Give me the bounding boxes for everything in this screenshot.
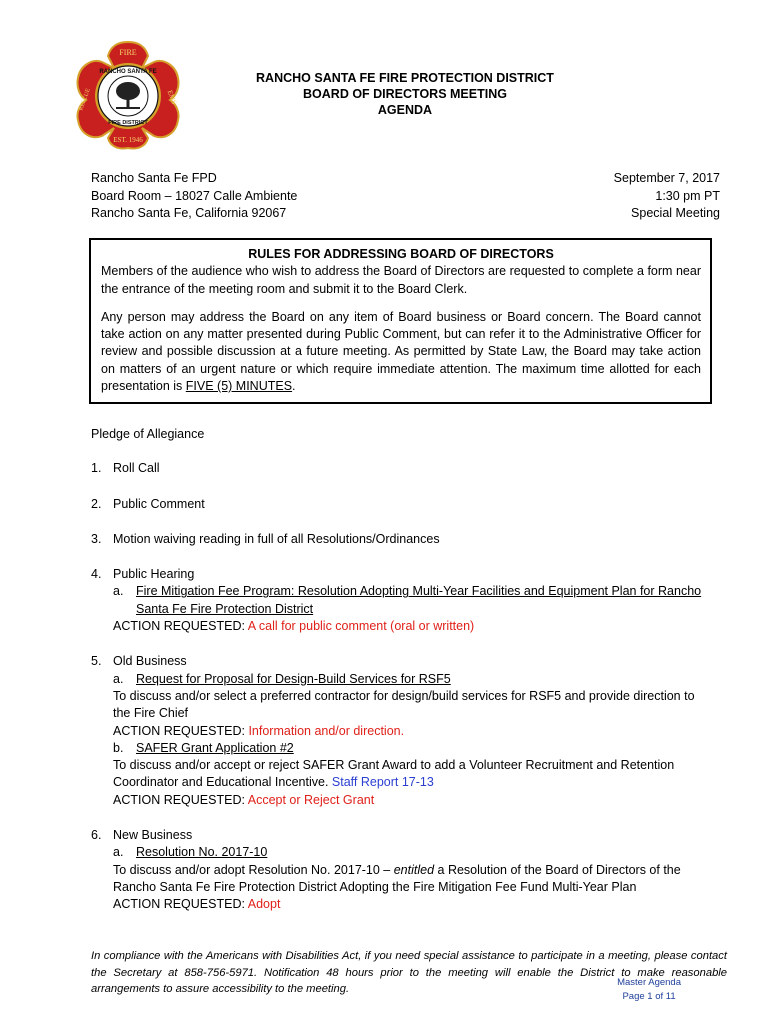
- pledge-item: Pledge of Allegiance: [91, 427, 205, 441]
- agenda-body: [91, 426, 721, 914]
- action-label: ACTION REQUESTED:: [113, 792, 248, 807]
- ada-notice: In compliance with the Americans with Disabilities Act, if you need special assistance to participate in a meeting, please contact the Secretary at 858-756-5971. Notification 48 hours prior to the meeting will enable the District to make reasonable arrangements to assure accessibility to the meeting.: [91, 950, 727, 995]
- svg-text:FIRE: FIRE: [119, 48, 137, 57]
- room-address: Board Room – 18027 Calle Ambiente: [91, 188, 298, 203]
- rules-paragraph-2-text: Any person may address the Board on any item of Board business or Board concern. The Board cannot take action on any matter presented during Public Comment, but can refer it to the Administrative Officer for review and possible discussion at a future meeting. As permitted by State Law, the Board may take action on matters of an urgent nature or which require immediate attention. The maximum time allotted for each presentation is: [101, 309, 701, 394]
- sub-item-description-cont: the Fire Chief: [113, 706, 189, 721]
- item-number: 3.: [91, 531, 102, 546]
- item-number: 2.: [91, 496, 102, 511]
- sub-item-description-cont: Coordinator and Educational Incentive.: [113, 775, 332, 790]
- org-name: Rancho Santa Fe FPD: [91, 171, 217, 185]
- item-number: 1.: [91, 461, 102, 476]
- agenda-item-3: [91, 531, 721, 548]
- item-label: Old Business: [113, 654, 187, 669]
- page-number: Page 1 of 11: [622, 990, 676, 1002]
- rules-paragraph-1: Members of the audience who wish to address the Board of Directors are requested to complete a form near the entrance of the meeting room and submit it to the Board Clerk.: [101, 264, 701, 296]
- sub-item-title: Request for Proposal for Design-Build Services for RSF5: [136, 671, 451, 686]
- item-label: New Business: [113, 828, 193, 843]
- sub-item-title: Fire Mitigation Fee Program: Resolution Adopting Multi-Year Facilities and Equipment Plan for Rancho: [136, 584, 702, 599]
- svg-text:RESCUE: RESCUE: [78, 87, 92, 112]
- action-label: ACTION REQUESTED:: [113, 723, 249, 738]
- sub-item-title: SAFER Grant Application #2: [136, 740, 294, 755]
- sub-item-description: To discuss and/or accept or reject SAFER Grant Award to add a Volunteer Recruitment and Retention: [113, 758, 675, 773]
- item-number: 5.: [91, 654, 102, 669]
- item-label: Public Hearing: [113, 567, 195, 582]
- rules-period: .: [292, 379, 296, 394]
- meeting-date: September 7, 2017: [613, 171, 720, 185]
- action-requested: Information and/or direction.: [248, 723, 405, 738]
- action-requested: A call for public comment (oral or written): [247, 619, 475, 634]
- meeting-name: BOARD OF DIRECTORS MEETING: [303, 87, 507, 101]
- action-requested: Accept or Reject Grant: [247, 792, 375, 807]
- district-name: RANCHO SANTA FE FIRE PROTECTION DISTRICT: [256, 71, 554, 85]
- agenda-item-6: [91, 827, 721, 913]
- svg-text:FIRE DISTRICT: FIRE DISTRICT: [108, 120, 148, 126]
- sub-item-title: Resolution No. 2017-10: [136, 845, 268, 860]
- city-address: Rancho Santa Fe, California 92067: [91, 206, 287, 220]
- sub-item-description: To discuss and/or select a preferred contractor for design/build services for RSF5 and provide direction to: [113, 688, 695, 703]
- sub-item-letter: a.: [113, 584, 124, 599]
- fire-district-seal-logo: [72, 38, 184, 150]
- meeting-datetime-block: [614, 170, 720, 223]
- location-block: [91, 170, 297, 223]
- item-label: Public Comment: [113, 496, 205, 511]
- staff-report-link[interactable]: Staff Report 17-13: [331, 775, 434, 790]
- desc-part: To discuss and/or adopt Resolution No. 2017-10 –: [113, 862, 394, 877]
- agenda-title: AGENDA: [377, 103, 433, 117]
- item-label: Roll Call: [113, 461, 160, 476]
- agenda-header: [200, 70, 610, 118]
- svg-text:RANCHO SANTA FE: RANCHO SANTA FE: [99, 69, 157, 75]
- item-number: 6.: [91, 828, 102, 843]
- desc-italic: entitled: [393, 862, 435, 877]
- agenda-item-2: [91, 496, 721, 513]
- sub-item-description-cont: Rancho Santa Fe Fire Protection District Adopting the Fire Mitigation Fee Fund Multi-Year Plan: [113, 879, 637, 894]
- desc-part: a Resolution of the Board of Directors of the: [434, 862, 681, 877]
- action-requested: Adopt: [247, 897, 281, 912]
- rules-paragraph-2: [101, 309, 701, 395]
- item-number: 4.: [91, 567, 102, 582]
- sub-item-letter: a.: [113, 671, 124, 686]
- rules-title: RULES FOR ADDRESSING BOARD OF DIRECTORS: [248, 247, 554, 261]
- sub-item-letter: a.: [113, 845, 124, 860]
- sub-item-letter: b.: [113, 740, 124, 755]
- agenda-item-1: [91, 460, 721, 477]
- page-footer-label: [617, 976, 681, 1003]
- action-label: ACTION REQUESTED:: [113, 897, 248, 912]
- action-label: ACTION REQUESTED:: [113, 619, 248, 634]
- agenda-item-4: [91, 566, 721, 635]
- sub-item-description: [91, 862, 721, 879]
- time-limit: FIVE (5) MINUTES: [185, 379, 293, 394]
- meeting-type: Special Meeting: [631, 206, 720, 220]
- svg-text:EST. 1946: EST. 1946: [113, 136, 143, 144]
- meeting-time: 1:30 pm PT: [655, 188, 720, 203]
- sub-item-title-cont: Santa Fe Fire Protection District: [136, 601, 314, 616]
- rules-box: [89, 238, 712, 404]
- agenda-item-5: [91, 653, 721, 809]
- document-label: Master Agenda: [617, 977, 681, 988]
- svg-text:EMS: EMS: [165, 89, 179, 106]
- item-label: Motion waiving reading in full of all Resolutions/Ordinances: [113, 531, 440, 546]
